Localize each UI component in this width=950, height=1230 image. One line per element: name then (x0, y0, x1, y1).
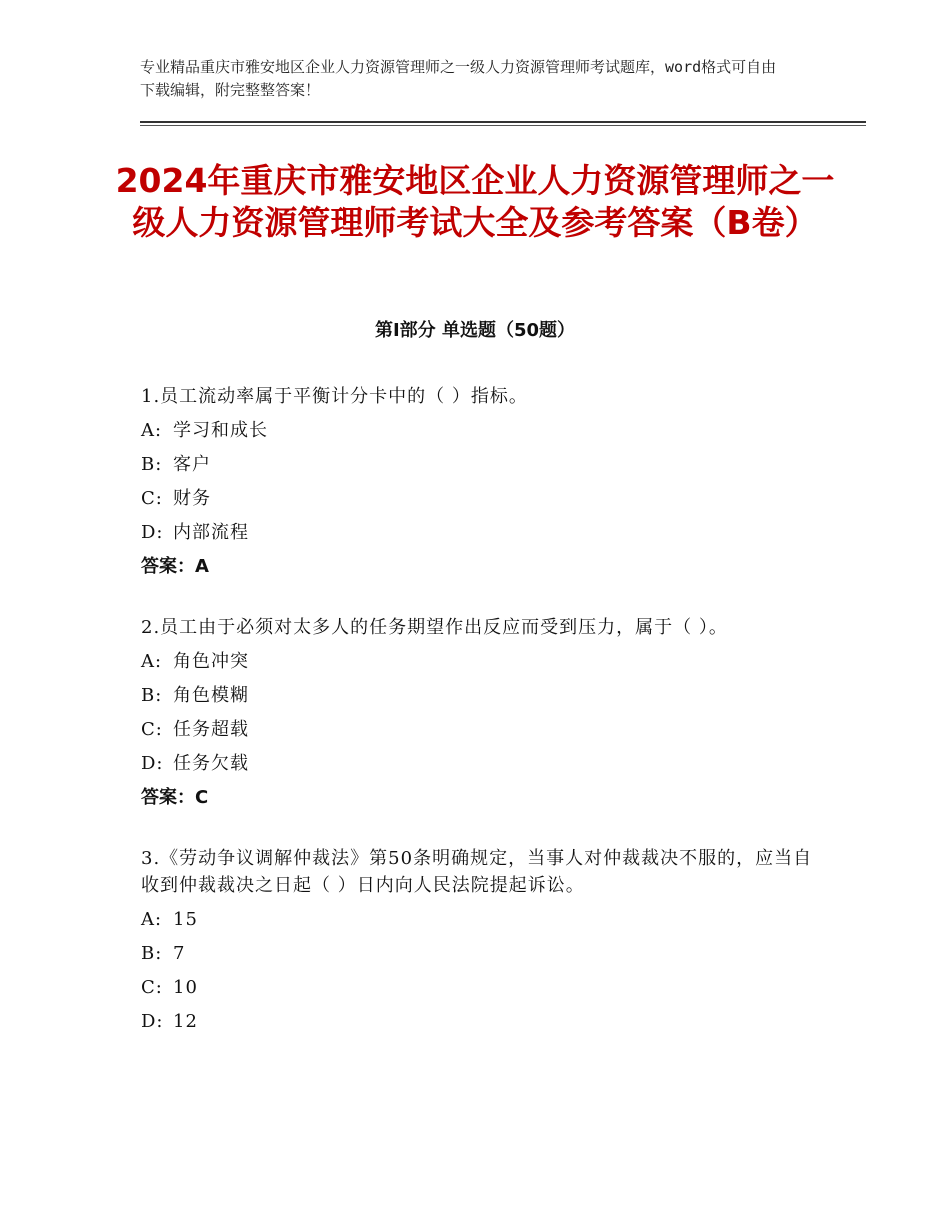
header-rule-thin (140, 125, 866, 126)
question-stem: 2.员工由于必须对太多人的任务期望作出反应而受到压力，属于（ ）。 (141, 617, 728, 638)
option-text: 15 (173, 909, 198, 930)
option-d (141, 519, 821, 546)
answer: 答案：A (141, 556, 209, 577)
option-b (141, 940, 821, 967)
option-text: 学习和成长 (173, 420, 268, 441)
option-label: B: (141, 454, 163, 475)
option-d (141, 750, 821, 777)
question-1 (141, 383, 821, 580)
option-a (141, 906, 821, 933)
question-2 (141, 614, 821, 811)
question-list (141, 383, 821, 1069)
option-label: C: (141, 488, 163, 509)
option-label: A: (141, 651, 163, 672)
option-label: C: (141, 977, 163, 998)
option-b (141, 451, 821, 478)
option-label: B: (141, 943, 163, 964)
document-title: 2024年重庆市雅安地区企业人力资源管理师之一级人力资源管理师考试大全及参考答案（B卷） (115, 161, 835, 242)
header-rule-thick (140, 121, 866, 123)
option-text: 角色模糊 (173, 685, 249, 706)
option-label: C: (141, 719, 163, 740)
header-note: 专业精品重庆市雅安地区企业人力资源管理师之一级人力资源管理师考试题库，word格式可自由下载编辑，附完整整答案！ (140, 58, 777, 99)
option-label: D: (141, 522, 164, 543)
option-text: 任务超载 (173, 719, 249, 740)
question-stem: 1.员工流动率属于平衡计分卡中的（ ）指标。 (141, 386, 528, 407)
option-text: 任务欠载 (173, 753, 249, 774)
option-a (141, 648, 821, 675)
option-d (141, 1008, 821, 1035)
option-label: D: (141, 753, 164, 774)
option-label: A: (141, 909, 163, 930)
question-stem: 3.《劳动争议调解仲裁法》第50条明确规定，当事人对仲裁裁决不服的，应当自收到仲裁裁决之日起（ ）日内向人民法院提起诉讼。 (141, 848, 813, 896)
option-text: 角色冲突 (173, 651, 249, 672)
section-heading: 第Ⅰ部分 单选题（50题） (374, 320, 575, 341)
question-3 (141, 845, 821, 1035)
option-a (141, 417, 821, 444)
answer: 答案：C (141, 787, 209, 808)
option-label: B: (141, 685, 163, 706)
option-text: 财务 (173, 488, 211, 509)
option-text: 客户 (173, 454, 211, 475)
option-text: 7 (173, 943, 186, 964)
option-text: 内部流程 (173, 522, 249, 543)
option-c (141, 716, 821, 743)
option-c (141, 974, 821, 1001)
option-label: D: (141, 1011, 164, 1032)
option-text: 12 (173, 1011, 198, 1032)
option-text: 10 (173, 977, 198, 998)
option-label: A: (141, 420, 163, 441)
option-c (141, 485, 821, 512)
option-b (141, 682, 821, 709)
